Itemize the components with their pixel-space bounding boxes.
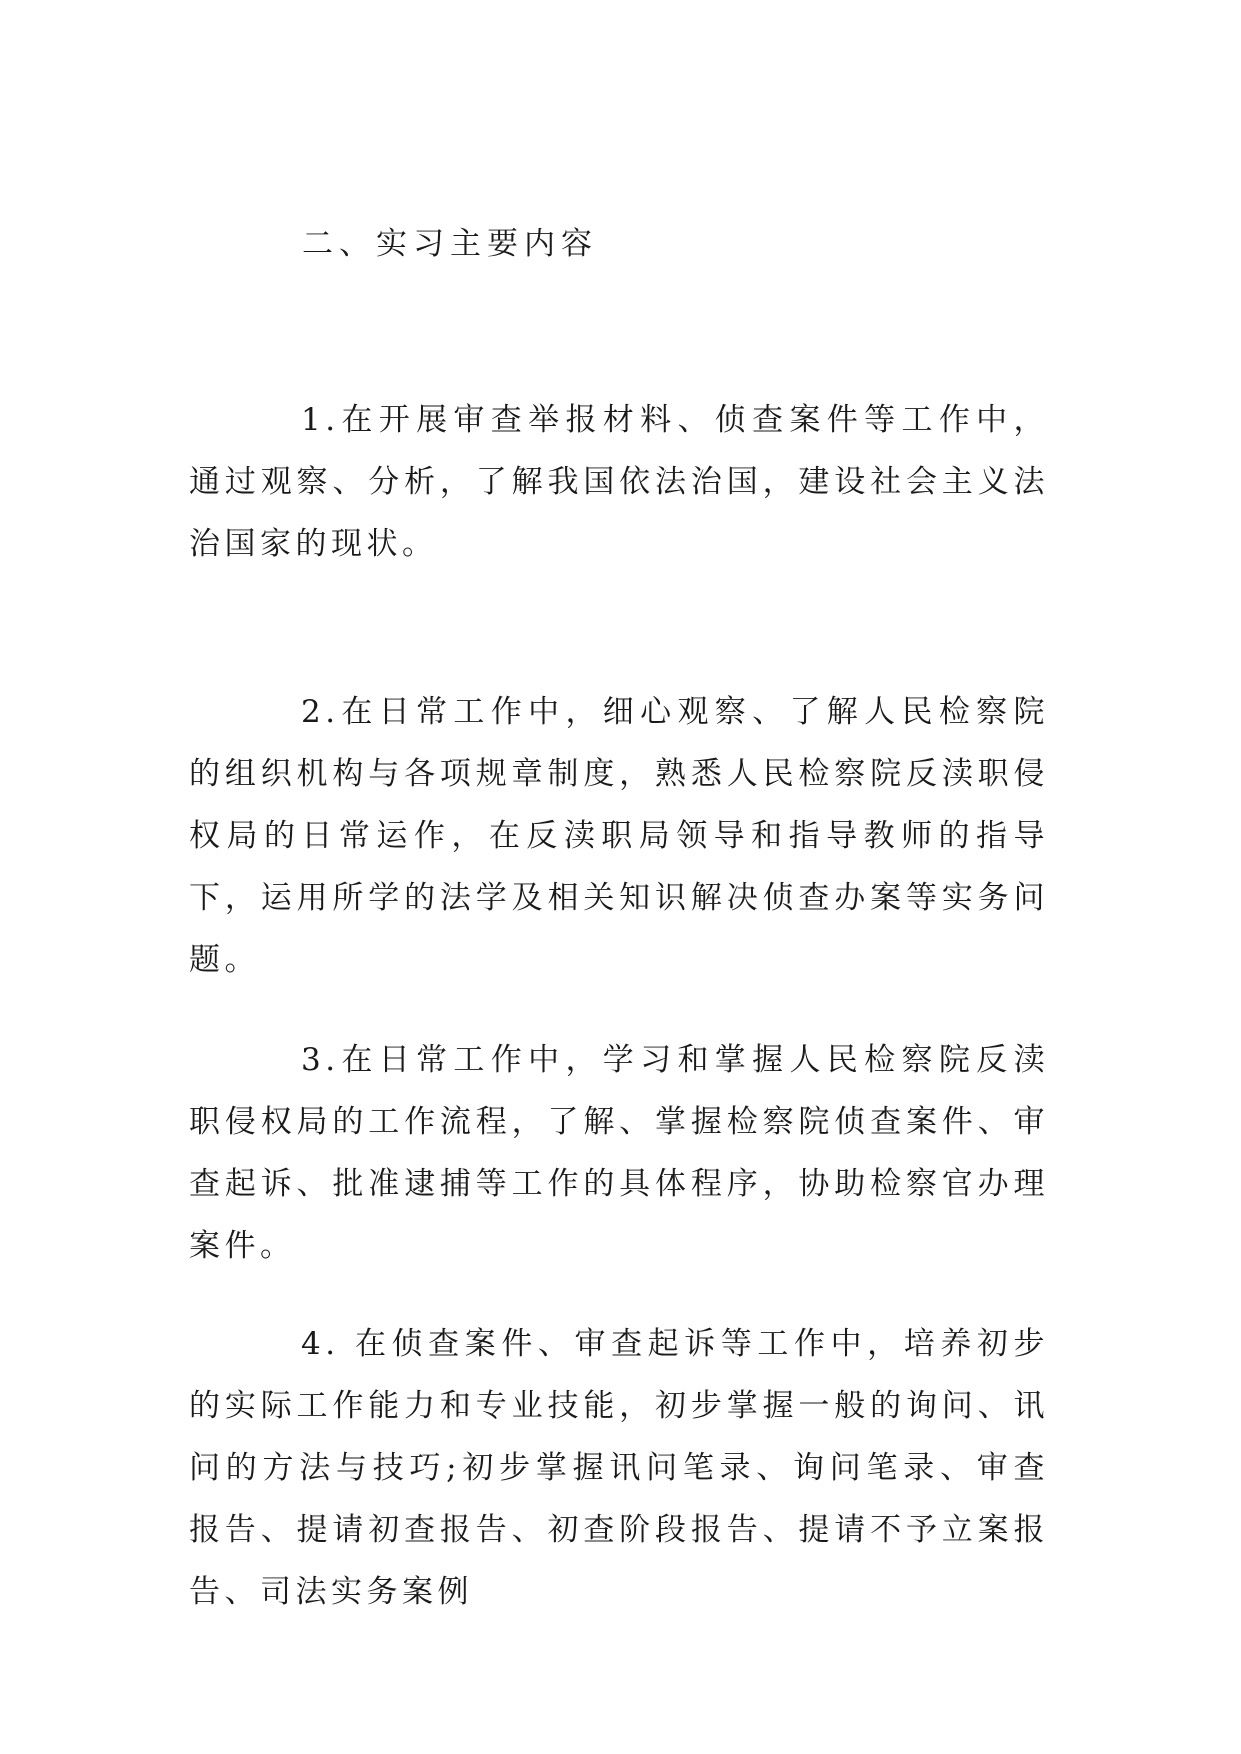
section-heading: 二、实习主要内容 (302, 226, 598, 262)
paragraph-item-1: 1.在开展审查举报材料、侦查案件等工作中，通过观察、分析，了解我国依法治国，建设社会主义法治国家的现状。 (189, 402, 1049, 562)
paragraph-item-4: 4. 在侦查案件、审查起诉等工作中，培养初步的实际工作能力和专业技能，初步掌握一般的询问、讯问的方法与技巧;初步掌握讯问笔录、询问笔录、审查报告、提请初查报告、初查阶段报告、提请不予立案报告、司法实务案例 (189, 1326, 1049, 1610)
paragraph-item-2: 2.在日常工作中，细心观察、了解人民检察院的组织机构与各项规章制度，熟悉人民检察院反渎职侵权局的日常运作，在反渎职局领导和指导教师的指导下，运用所学的法学及相关知识解决侦查办案等实务问题。 (189, 694, 1049, 978)
paragraph-item-3: 3.在日常工作中，学习和掌握人民检察院反渎职侵权局的工作流程，了解、掌握检察院侦查案件、审查起诉、批准逮捕等工作的具体程序，协助检察官办理案件。 (189, 1042, 1049, 1264)
